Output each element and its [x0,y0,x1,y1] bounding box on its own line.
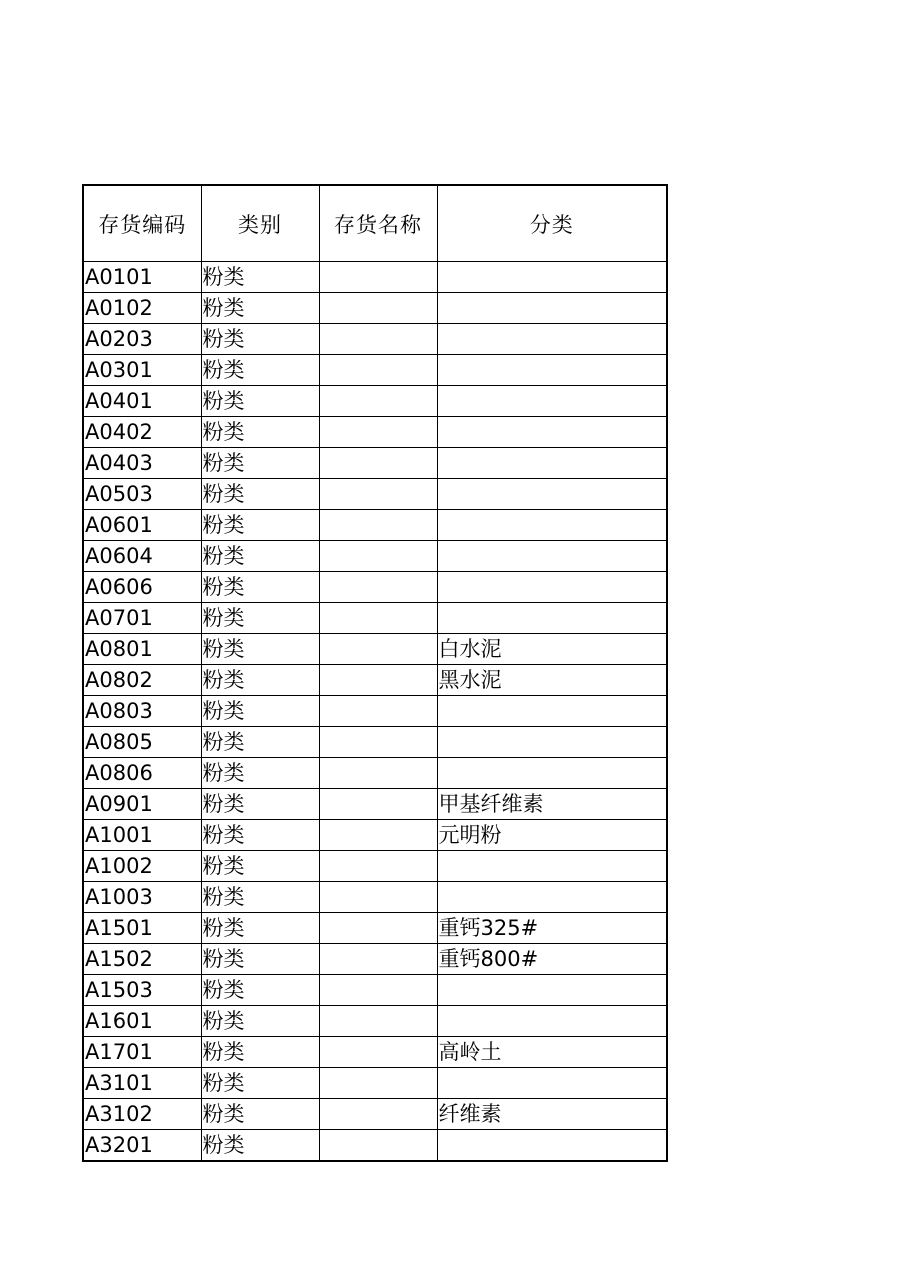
cell-category[interactable]: 粉类 [201,1037,319,1068]
cell-inventory-name[interactable] [319,1068,437,1099]
cell-inventory-name[interactable] [319,944,437,975]
cell-inventory-code[interactable]: A3102 [83,1099,201,1130]
cell-classification[interactable] [437,324,667,355]
cell-category[interactable]: 粉类 [201,789,319,820]
inventory-table [82,184,668,1162]
cell-category[interactable]: 粉类 [201,665,319,696]
cell-category[interactable]: 粉类 [201,603,319,634]
table-row [83,510,667,541]
table-row [83,324,667,355]
cell-inventory-code[interactable]: A0601 [83,510,201,541]
cell-category[interactable]: 粉类 [201,448,319,479]
cell-classification[interactable] [437,975,667,1006]
cell-inventory-name[interactable] [319,1037,437,1068]
cell-inventory-code[interactable]: A1003 [83,882,201,913]
cell-inventory-name[interactable] [319,913,437,944]
table-row [83,913,667,944]
cell-inventory-code[interactable]: A0101 [83,262,201,293]
table-row [83,603,667,634]
cell-category[interactable]: 粉类 [201,262,319,293]
cell-classification[interactable]: 纤维素 [437,1099,667,1130]
cell-inventory-code[interactable]: A0102 [83,293,201,324]
cell-inventory-name[interactable] [319,820,437,851]
cell-classification[interactable] [437,1068,667,1099]
cell-inventory-code[interactable]: A0403 [83,448,201,479]
cell-classification[interactable] [437,758,667,789]
cell-inventory-name[interactable] [319,727,437,758]
cell-inventory-name[interactable] [319,696,437,727]
cell-inventory-name[interactable] [319,355,437,386]
cell-inventory-name[interactable] [319,324,437,355]
cell-inventory-name[interactable] [319,293,437,324]
cell-inventory-code[interactable]: A0701 [83,603,201,634]
table-row [83,541,667,572]
header-inventory-name[interactable]: 存货名称 [319,185,437,262]
cell-category[interactable]: 粉类 [201,572,319,603]
cell-inventory-name[interactable] [319,975,437,1006]
cell-classification[interactable] [437,448,667,479]
cell-classification[interactable]: 高岭土 [437,1037,667,1068]
table-row [83,355,667,386]
cell-classification[interactable] [437,479,667,510]
cell-category[interactable]: 粉类 [201,417,319,448]
cell-inventory-code[interactable]: A1601 [83,1006,201,1037]
cell-inventory-name[interactable] [319,386,437,417]
table-row [83,882,667,913]
cell-inventory-code[interactable]: A3201 [83,1130,201,1162]
cell-inventory-name[interactable] [319,758,437,789]
cell-classification[interactable] [437,696,667,727]
cell-classification[interactable] [437,386,667,417]
cell-classification[interactable] [437,1006,667,1037]
cell-category[interactable]: 粉类 [201,1099,319,1130]
table-row [83,1068,667,1099]
header-inventory-code[interactable]: 存货编码 [83,185,201,262]
header-row [83,185,667,262]
cell-inventory-name[interactable] [319,1130,437,1162]
cell-inventory-name[interactable] [319,1006,437,1037]
cell-inventory-code[interactable]: A0401 [83,386,201,417]
table-row [83,479,667,510]
table-body [83,262,667,1162]
cell-inventory-name[interactable] [319,882,437,913]
cell-category[interactable]: 粉类 [201,1068,319,1099]
cell-inventory-code[interactable]: A1001 [83,820,201,851]
cell-inventory-code[interactable]: A3101 [83,1068,201,1099]
cell-inventory-name[interactable] [319,572,437,603]
table-row [83,572,667,603]
cell-inventory-name[interactable] [319,262,437,293]
cell-classification[interactable] [437,417,667,448]
cell-classification[interactable] [437,882,667,913]
table-row [83,820,667,851]
cell-category[interactable]: 粉类 [201,355,319,386]
cell-inventory-code[interactable]: A1503 [83,975,201,1006]
cell-category[interactable]: 粉类 [201,851,319,882]
cell-classification[interactable] [437,572,667,603]
table-row [83,758,667,789]
cell-category[interactable]: 粉类 [201,820,319,851]
table-row [83,293,667,324]
cell-category[interactable]: 粉类 [201,1006,319,1037]
cell-classification[interactable] [437,541,667,572]
cell-category[interactable]: 粉类 [201,293,319,324]
cell-category[interactable]: 粉类 [201,479,319,510]
cell-inventory-code[interactable]: A0805 [83,727,201,758]
table-row [83,386,667,417]
cell-category[interactable]: 粉类 [201,944,319,975]
cell-inventory-name[interactable] [319,1099,437,1130]
cell-inventory-code[interactable]: A1002 [83,851,201,882]
cell-inventory-code[interactable]: A0203 [83,324,201,355]
cell-classification[interactable] [437,293,667,324]
table-row [83,975,667,1006]
cell-classification[interactable] [437,1130,667,1162]
cell-inventory-code[interactable]: A0806 [83,758,201,789]
table-row [83,851,667,882]
table-row [83,789,667,820]
table-row [83,665,667,696]
header-category[interactable]: 类别 [201,185,319,262]
cell-category[interactable]: 粉类 [201,634,319,665]
cell-inventory-code[interactable]: A0301 [83,355,201,386]
cell-inventory-name[interactable] [319,448,437,479]
cell-inventory-name[interactable] [319,665,437,696]
table-row [83,448,667,479]
cell-classification[interactable] [437,603,667,634]
cell-inventory-name[interactable] [319,479,437,510]
table-row [83,262,667,293]
cell-classification[interactable] [437,510,667,541]
table-row [83,417,667,448]
cell-classification[interactable]: 重钙325# [437,913,667,944]
cell-inventory-code[interactable]: A0901 [83,789,201,820]
cell-category[interactable]: 粉类 [201,510,319,541]
cell-category[interactable]: 粉类 [201,386,319,417]
table-row [83,944,667,975]
cell-inventory-code[interactable]: A0801 [83,634,201,665]
cell-classification[interactable]: 甲基纤维素 [437,789,667,820]
cell-classification[interactable]: 元明粉 [437,820,667,851]
cell-classification[interactable] [437,262,667,293]
cell-classification[interactable]: 重钙800# [437,944,667,975]
cell-category[interactable]: 粉类 [201,913,319,944]
table-row [83,1006,667,1037]
cell-classification[interactable] [437,355,667,386]
cell-inventory-name[interactable] [319,417,437,448]
cell-inventory-name[interactable] [319,851,437,882]
cell-inventory-name[interactable] [319,603,437,634]
cell-category[interactable]: 粉类 [201,975,319,1006]
cell-category[interactable]: 粉类 [201,758,319,789]
cell-inventory-code[interactable]: A0803 [83,696,201,727]
cell-inventory-name[interactable] [319,510,437,541]
cell-category[interactable]: 粉类 [201,541,319,572]
cell-inventory-code[interactable]: A0606 [83,572,201,603]
table-row [83,1037,667,1068]
cell-inventory-code[interactable]: A0402 [83,417,201,448]
cell-inventory-code[interactable]: A1701 [83,1037,201,1068]
header-classification[interactable]: 分类 [437,185,667,262]
table-row [83,634,667,665]
cell-classification[interactable] [437,727,667,758]
cell-category[interactable]: 粉类 [201,324,319,355]
cell-category[interactable]: 粉类 [201,1130,319,1162]
cell-classification[interactable] [437,851,667,882]
cell-classification[interactable]: 白水泥 [437,634,667,665]
table-row [83,1130,667,1162]
cell-classification[interactable]: 黑水泥 [437,665,667,696]
table-row [83,1099,667,1130]
table-row [83,727,667,758]
cell-inventory-name[interactable] [319,789,437,820]
cell-category[interactable]: 粉类 [201,882,319,913]
cell-inventory-name[interactable] [319,541,437,572]
cell-category[interactable]: 粉类 [201,727,319,758]
cell-category[interactable]: 粉类 [201,696,319,727]
cell-inventory-code[interactable]: A1502 [83,944,201,975]
table-row [83,696,667,727]
cell-inventory-code[interactable]: A1501 [83,913,201,944]
cell-inventory-code[interactable]: A0802 [83,665,201,696]
cell-inventory-code[interactable]: A0503 [83,479,201,510]
cell-inventory-name[interactable] [319,634,437,665]
cell-inventory-code[interactable]: A0604 [83,541,201,572]
